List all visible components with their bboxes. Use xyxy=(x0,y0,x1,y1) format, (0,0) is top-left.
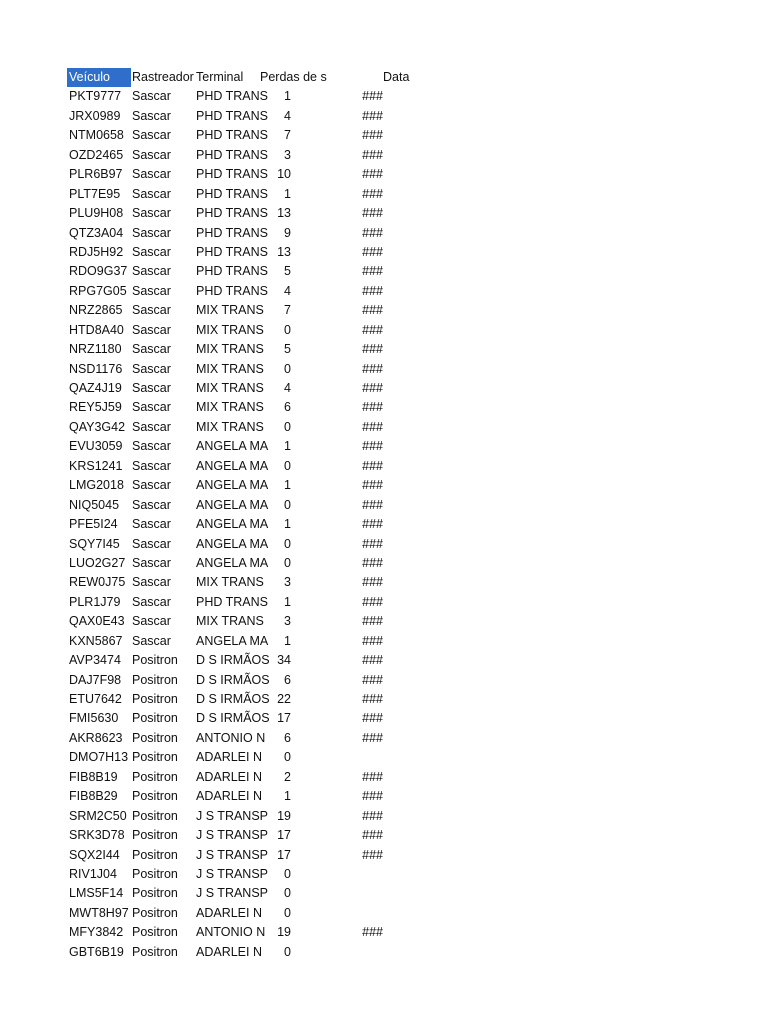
cell-terminal[interactable]: MIX TRANS xyxy=(196,400,264,415)
table-row xyxy=(67,204,407,223)
cell-rastreador[interactable]: Sascar xyxy=(132,517,171,532)
cell-veiculo[interactable]: GBT6B19 xyxy=(69,944,124,959)
cell-perdas[interactable]: 34 xyxy=(277,653,291,668)
cell-perdas[interactable]: 4 xyxy=(284,381,291,395)
data-rows xyxy=(67,87,407,962)
cell-rastreador[interactable]: Sascar xyxy=(132,439,171,454)
cell-data[interactable]: ### xyxy=(362,108,383,123)
cell-rastreador[interactable]: Positron xyxy=(132,692,178,706)
table-row xyxy=(67,457,407,476)
cell-perdas[interactable]: 7 xyxy=(284,128,291,143)
cell-rastreador[interactable]: Positron xyxy=(132,828,178,843)
cell-data[interactable]: ### xyxy=(362,555,383,570)
table-row xyxy=(67,612,407,631)
table-row xyxy=(67,224,407,243)
cell-rastreador[interactable]: Positron xyxy=(132,808,178,823)
cell-rastreador[interactable]: Positron xyxy=(132,653,178,668)
cell-veiculo[interactable]: SRK3D78 xyxy=(69,828,125,843)
table-row xyxy=(67,185,407,204)
table-row xyxy=(67,787,407,806)
cell-rastreador[interactable]: Positron xyxy=(132,789,178,804)
cell-data[interactable]: ### xyxy=(362,653,383,668)
cell-terminal[interactable]: ANGELA MA xyxy=(196,478,269,493)
cell-terminal[interactable]: ADARLEI N xyxy=(196,769,262,784)
cell-perdas[interactable]: 0 xyxy=(284,866,291,881)
cell-data[interactable]: ### xyxy=(362,206,383,221)
cell-terminal[interactable]: PHD TRANS xyxy=(196,147,269,162)
cell-data[interactable]: ### xyxy=(362,517,383,532)
cell-perdas[interactable]: 19 xyxy=(277,808,291,823)
cell-data[interactable]: ### xyxy=(362,847,383,862)
cell-data[interactable]: ### xyxy=(362,614,383,629)
cell-veiculo[interactable]: MFY3842 xyxy=(69,925,124,940)
cell-perdas[interactable]: 1 xyxy=(284,594,291,609)
cell-rastreador[interactable]: Positron xyxy=(132,886,178,901)
table-row xyxy=(67,709,407,728)
cell-veiculo[interactable]: FMI5630 xyxy=(69,711,119,726)
table-row xyxy=(67,87,407,106)
cell-veiculo[interactable]: REW0J75 xyxy=(69,575,126,590)
cell-perdas[interactable]: 0 xyxy=(284,944,291,959)
cell-data[interactable]: ### xyxy=(362,458,383,473)
table-row xyxy=(67,437,407,456)
cell-veiculo[interactable]: FIB8B29 xyxy=(69,789,118,804)
spreadsheet-grid xyxy=(67,68,410,962)
cell-data[interactable]: ### xyxy=(362,128,383,143)
cell-rastreador[interactable]: Sascar xyxy=(132,400,171,415)
cell-perdas[interactable]: 0 xyxy=(284,536,291,551)
cell-perdas[interactable]: 17 xyxy=(277,828,291,843)
cell-data[interactable]: ### xyxy=(362,361,383,376)
cell-terminal[interactable]: D S IRMÃOS xyxy=(196,711,270,726)
cell-veiculo[interactable]: QTZ3A04 xyxy=(69,225,124,240)
cell-rastreador[interactable]: Sascar xyxy=(132,478,171,493)
cell-rastreador[interactable]: Positron xyxy=(132,847,178,862)
cell-perdas[interactable]: 0 xyxy=(284,750,291,765)
cell-terminal[interactable]: MIX TRANS xyxy=(196,381,264,395)
cell-rastreador[interactable]: Positron xyxy=(132,944,178,959)
cell-rastreador[interactable]: Positron xyxy=(132,925,178,940)
cell-perdas[interactable]: 5 xyxy=(284,264,291,279)
cell-veiculo[interactable]: NRZ1180 xyxy=(69,342,122,357)
table-row xyxy=(67,282,407,301)
cell-rastreador[interactable]: Sascar xyxy=(132,283,171,298)
cell-terminal[interactable]: MIX TRANS xyxy=(196,322,264,337)
cell-perdas[interactable]: 0 xyxy=(284,419,291,434)
cell-perdas[interactable]: 0 xyxy=(284,361,291,376)
cell-perdas[interactable]: 7 xyxy=(284,303,291,318)
cell-perdas[interactable]: 1 xyxy=(284,633,291,648)
cell-veiculo[interactable]: DMO7H13 xyxy=(69,750,129,765)
table-row xyxy=(67,301,407,320)
cell-veiculo[interactable]: RDJ5H92 xyxy=(69,244,124,259)
table-row xyxy=(67,107,407,126)
cell-terminal[interactable]: PHD TRANS xyxy=(196,264,269,279)
cell-perdas[interactable]: 4 xyxy=(284,283,291,298)
cell-perdas[interactable]: 0 xyxy=(284,497,291,512)
header-cell-data[interactable]: Data xyxy=(383,70,410,84)
cell-perdas[interactable]: 1 xyxy=(284,517,291,532)
cell-terminal[interactable]: ANTONIO N xyxy=(196,925,266,940)
table-row xyxy=(67,904,407,923)
cell-rastreador[interactable]: Sascar xyxy=(132,633,171,648)
cell-terminal[interactable]: ADARLEI N xyxy=(196,789,262,804)
cell-veiculo[interactable]: LMG2018 xyxy=(69,478,124,493)
cell-veiculo[interactable]: ETU7642 xyxy=(69,692,122,706)
cell-terminal[interactable]: J S TRANSP xyxy=(196,847,269,862)
cell-rastreador[interactable]: Sascar xyxy=(132,167,171,182)
table-row xyxy=(67,126,407,145)
cell-terminal[interactable]: J S TRANSP xyxy=(196,828,269,843)
cell-perdas[interactable]: 1 xyxy=(284,789,291,804)
cell-terminal[interactable]: ANGELA MA xyxy=(196,633,269,648)
cell-rastreador[interactable]: Sascar xyxy=(132,244,171,259)
cell-data[interactable]: ### xyxy=(362,419,383,434)
cell-rastreador[interactable]: Sascar xyxy=(132,303,171,318)
cell-terminal[interactable]: PHD TRANS xyxy=(196,225,269,240)
cell-veiculo[interactable]: LMS5F14 xyxy=(69,886,124,901)
cell-perdas[interactable]: 1 xyxy=(284,478,291,493)
cell-data[interactable]: ### xyxy=(362,303,383,318)
cell-data[interactable] xyxy=(322,865,385,884)
table-row xyxy=(67,632,407,651)
cell-data[interactable]: ### xyxy=(362,322,383,337)
table-row xyxy=(67,496,407,515)
cell-veiculo[interactable]: KRS1241 xyxy=(69,458,123,473)
cell-veiculo[interactable]: PKT9777 xyxy=(69,89,122,104)
cell-terminal[interactable]: ADARLEI N xyxy=(196,750,262,765)
cell-perdas[interactable]: 0 xyxy=(284,322,291,337)
cell-data[interactable]: ### xyxy=(362,244,383,259)
cell-veiculo[interactable]: NSD1176 xyxy=(69,361,123,376)
cell-rastreador[interactable]: Positron xyxy=(132,905,178,920)
cell-data[interactable] xyxy=(322,748,385,767)
cell-veiculo[interactable]: SQY7I45 xyxy=(69,536,120,551)
cell-terminal[interactable]: J S TRANSP xyxy=(196,866,269,881)
cell-veiculo[interactable]: RPG7G05 xyxy=(69,283,127,298)
cell-terminal[interactable]: PHD TRANS xyxy=(196,186,269,201)
cell-veiculo[interactable]: JRX0989 xyxy=(69,108,121,123)
table-row xyxy=(67,398,407,417)
cell-data[interactable]: ### xyxy=(362,225,383,240)
cell-terminal[interactable]: D S IRMÃOS xyxy=(196,672,270,687)
cell-perdas[interactable]: 6 xyxy=(284,400,291,415)
cell-perdas[interactable]: 0 xyxy=(284,555,291,570)
cell-data[interactable]: ### xyxy=(362,692,383,706)
cell-terminal[interactable]: PHD TRANS xyxy=(196,108,269,123)
cell-terminal[interactable]: PHD TRANS xyxy=(196,206,269,221)
cell-rastreador[interactable]: Sascar xyxy=(132,614,171,629)
cell-rastreador[interactable]: Sascar xyxy=(132,419,171,434)
cell-veiculo[interactable]: OZD2465 xyxy=(69,147,124,162)
cell-data[interactable]: ### xyxy=(362,478,383,493)
cell-terminal[interactable]: PHD TRANS xyxy=(196,283,269,298)
cell-veiculo[interactable]: AKR8623 xyxy=(69,730,123,745)
cell-veiculo[interactable]: DAJ7F98 xyxy=(69,672,122,687)
cell-perdas[interactable]: 1 xyxy=(284,186,291,201)
cell-rastreador[interactable]: Sascar xyxy=(132,342,171,357)
table-row xyxy=(67,826,407,845)
cell-perdas[interactable]: 0 xyxy=(284,905,291,920)
cell-data[interactable]: ### xyxy=(362,167,383,182)
table-row xyxy=(67,671,407,690)
cell-perdas[interactable]: 13 xyxy=(277,244,291,259)
cell-data[interactable]: ### xyxy=(362,575,383,590)
cell-rastreador[interactable]: Sascar xyxy=(132,594,171,609)
cell-rastreador[interactable]: Positron xyxy=(132,750,178,765)
cell-veiculo[interactable]: KXN5867 xyxy=(69,633,123,648)
cell-terminal[interactable]: MIX TRANS xyxy=(196,614,264,629)
cell-perdas[interactable]: 0 xyxy=(284,458,291,473)
table-row xyxy=(67,690,407,709)
cell-terminal[interactable]: MIX TRANS xyxy=(196,361,264,376)
cell-data[interactable]: ### xyxy=(362,89,383,104)
table-row xyxy=(67,943,407,962)
table-row xyxy=(67,651,407,670)
cell-perdas[interactable]: 10 xyxy=(277,167,291,182)
cell-terminal[interactable]: ANGELA MA xyxy=(196,536,269,551)
cell-rastreador[interactable]: Sascar xyxy=(132,575,171,590)
cell-terminal[interactable]: ANGELA MA xyxy=(196,497,269,512)
cell-rastreador[interactable]: Sascar xyxy=(132,361,171,376)
cell-rastreador[interactable]: Sascar xyxy=(132,147,171,162)
cell-veiculo[interactable]: RDO9G37 xyxy=(69,264,128,279)
cell-rastreador[interactable]: Sascar xyxy=(132,458,171,473)
table-row xyxy=(67,535,407,554)
cell-veiculo[interactable]: MWT8H97 xyxy=(69,905,129,920)
cell-perdas[interactable]: 6 xyxy=(284,730,291,745)
cell-rastreador[interactable]: Sascar xyxy=(132,381,171,395)
cell-veiculo[interactable]: QAY3G42 xyxy=(69,419,126,434)
header-cell-terminal[interactable]: Terminal xyxy=(196,70,244,84)
cell-perdas[interactable]: 2 xyxy=(284,769,291,784)
cell-data[interactable]: ### xyxy=(362,808,383,823)
cell-rastreador[interactable]: Sascar xyxy=(132,225,171,240)
cell-veiculo[interactable]: QAX0E43 xyxy=(69,614,125,629)
cell-rastreador[interactable]: Sascar xyxy=(132,497,171,512)
cell-veiculo[interactable]: REY5J59 xyxy=(69,400,122,415)
cell-data[interactable]: ### xyxy=(362,186,383,201)
table-row xyxy=(67,554,407,573)
cell-data[interactable] xyxy=(322,884,385,903)
table-row xyxy=(67,243,407,262)
cell-veiculo[interactable]: SRM2C50 xyxy=(69,808,127,823)
cell-terminal[interactable]: PHD TRANS xyxy=(196,244,269,259)
cell-rastreador[interactable]: Positron xyxy=(132,866,178,881)
cell-rastreador[interactable]: Positron xyxy=(132,730,178,745)
cell-terminal[interactable]: MIX TRANS xyxy=(196,303,264,318)
table-row xyxy=(67,768,407,787)
table-row xyxy=(67,807,407,826)
table-row xyxy=(67,476,407,495)
cell-veiculo[interactable]: PFE5I24 xyxy=(69,517,118,532)
table-row xyxy=(67,884,407,903)
cell-rastreador[interactable]: Sascar xyxy=(132,555,171,570)
cell-perdas[interactable]: 5 xyxy=(284,342,291,357)
cell-data[interactable]: ### xyxy=(362,730,383,745)
cell-perdas[interactable]: 1 xyxy=(284,439,291,454)
cell-data[interactable]: ### xyxy=(362,342,383,357)
cell-perdas[interactable]: 22 xyxy=(277,692,291,706)
table-row xyxy=(67,360,407,379)
cell-terminal[interactable]: MIX TRANS xyxy=(196,575,264,590)
header-cell-rastreador[interactable]: Rastreador xyxy=(132,70,194,84)
cell-rastreador[interactable]: Sascar xyxy=(132,89,171,104)
cell-veiculo[interactable]: FIB8B19 xyxy=(69,769,118,784)
cell-terminal[interactable]: ANGELA MA xyxy=(196,555,269,570)
cell-veiculo[interactable]: NIQ5045 xyxy=(69,497,120,512)
header-cell-veiculo[interactable]: Veículo xyxy=(67,68,131,87)
cell-perdas[interactable]: 13 xyxy=(277,206,291,221)
cell-terminal[interactable]: MIX TRANS xyxy=(196,342,264,357)
cell-perdas[interactable]: 6 xyxy=(284,672,291,687)
table-row xyxy=(67,748,407,767)
cell-data[interactable]: ### xyxy=(362,283,383,298)
cell-terminal[interactable]: PHD TRANS xyxy=(196,89,269,104)
table-row xyxy=(67,262,407,281)
header-cell-perdas[interactable]: Perdas de s xyxy=(260,70,327,84)
cell-veiculo[interactable]: PLR1J79 xyxy=(69,594,121,609)
cell-data[interactable]: ### xyxy=(362,264,383,279)
table-row xyxy=(67,923,407,942)
cell-perdas[interactable]: 4 xyxy=(284,108,291,123)
table-row xyxy=(67,573,407,592)
cell-terminal[interactable]: J S TRANSP xyxy=(196,886,269,901)
cell-veiculo[interactable]: AVP3474 xyxy=(69,653,121,668)
cell-data[interactable] xyxy=(322,904,385,923)
cell-perdas[interactable]: 3 xyxy=(284,575,291,590)
cell-terminal[interactable]: PHD TRANS xyxy=(196,128,269,143)
cell-data[interactable]: ### xyxy=(362,400,383,415)
table-row xyxy=(67,846,407,865)
cell-data[interactable]: ### xyxy=(362,828,383,843)
cell-perdas[interactable]: 3 xyxy=(284,614,291,629)
cell-data[interactable]: ### xyxy=(362,769,383,784)
cell-perdas[interactable]: 19 xyxy=(277,925,291,940)
cell-data[interactable] xyxy=(322,943,385,962)
cell-data[interactable]: ### xyxy=(362,711,383,726)
cell-data[interactable]: ### xyxy=(362,439,383,454)
table-row xyxy=(67,418,407,437)
cell-data[interactable]: ### xyxy=(362,536,383,551)
header-row xyxy=(67,68,410,87)
cell-rastreador[interactable]: Positron xyxy=(132,711,178,726)
cell-veiculo[interactable]: PLR6B97 xyxy=(69,167,123,182)
table-row xyxy=(67,729,407,748)
cell-veiculo[interactable]: PLT7E95 xyxy=(69,186,121,201)
cell-terminal[interactable]: ANGELA MA xyxy=(196,439,269,454)
cell-veiculo[interactable]: SQX2I44 xyxy=(69,847,120,862)
cell-rastreador[interactable]: Sascar xyxy=(132,264,171,279)
cell-data[interactable]: ### xyxy=(362,633,383,648)
cell-veiculo[interactable]: QAZ4J19 xyxy=(69,381,122,395)
cell-terminal[interactable]: D S IRMÃOS xyxy=(196,692,270,706)
cell-perdas[interactable]: 9 xyxy=(284,225,291,240)
cell-perdas[interactable]: 3 xyxy=(284,147,291,162)
cell-veiculo[interactable]: HTD8A40 xyxy=(69,322,124,337)
cell-terminal[interactable]: ADARLEI N xyxy=(196,905,262,920)
table-row xyxy=(67,146,407,165)
cell-rastreador[interactable]: Sascar xyxy=(132,128,171,143)
cell-data[interactable]: ### xyxy=(362,497,383,512)
cell-rastreador[interactable]: Positron xyxy=(132,672,178,687)
cell-data[interactable]: ### xyxy=(362,789,383,804)
cell-terminal[interactable]: ANTONIO N xyxy=(196,730,266,745)
table-row xyxy=(67,593,407,612)
table-row xyxy=(67,865,407,884)
cell-perdas[interactable]: 17 xyxy=(277,847,291,862)
cell-veiculo[interactable]: NTM0658 xyxy=(69,128,124,143)
table-row xyxy=(67,165,407,184)
cell-data[interactable]: ### xyxy=(362,147,383,162)
cell-rastreador[interactable]: Sascar xyxy=(132,206,171,221)
cell-perdas[interactable]: 0 xyxy=(284,886,291,901)
cell-data[interactable]: ### xyxy=(362,381,383,395)
cell-veiculo[interactable]: PLU9H08 xyxy=(69,206,124,221)
cell-data[interactable]: ### xyxy=(362,925,383,940)
cell-terminal[interactable]: J S TRANSP xyxy=(196,808,269,823)
cell-rastreador[interactable]: Sascar xyxy=(132,536,171,551)
cell-veiculo[interactable]: EVU3059 xyxy=(69,439,123,454)
cell-veiculo[interactable]: RIV1J04 xyxy=(69,866,117,881)
table-row xyxy=(67,340,407,359)
cell-terminal[interactable]: ANGELA MA xyxy=(196,517,269,532)
table-row xyxy=(67,515,407,534)
table-row xyxy=(67,321,407,340)
cell-terminal[interactable]: PHD TRANS xyxy=(196,167,269,182)
cell-veiculo[interactable]: NRZ2865 xyxy=(69,303,123,318)
cell-terminal[interactable]: MIX TRANS xyxy=(196,419,264,434)
cell-terminal[interactable]: ADARLEI N xyxy=(196,944,262,959)
cell-rastreador[interactable]: Positron xyxy=(132,769,178,784)
cell-data[interactable]: ### xyxy=(362,594,383,609)
cell-terminal[interactable]: PHD TRANS xyxy=(196,594,269,609)
cell-perdas[interactable]: 17 xyxy=(277,711,291,726)
cell-rastreador[interactable]: Sascar xyxy=(132,186,171,201)
cell-data[interactable]: ### xyxy=(362,672,383,687)
table-row xyxy=(67,379,407,398)
cell-rastreador[interactable]: Sascar xyxy=(132,322,171,337)
cell-perdas[interactable]: 1 xyxy=(284,89,291,104)
cell-terminal[interactable]: ANGELA MA xyxy=(196,458,269,473)
cell-veiculo[interactable]: LUO2G27 xyxy=(69,555,126,570)
cell-terminal[interactable]: D S IRMÃOS xyxy=(196,653,270,668)
cell-rastreador[interactable]: Sascar xyxy=(132,108,171,123)
